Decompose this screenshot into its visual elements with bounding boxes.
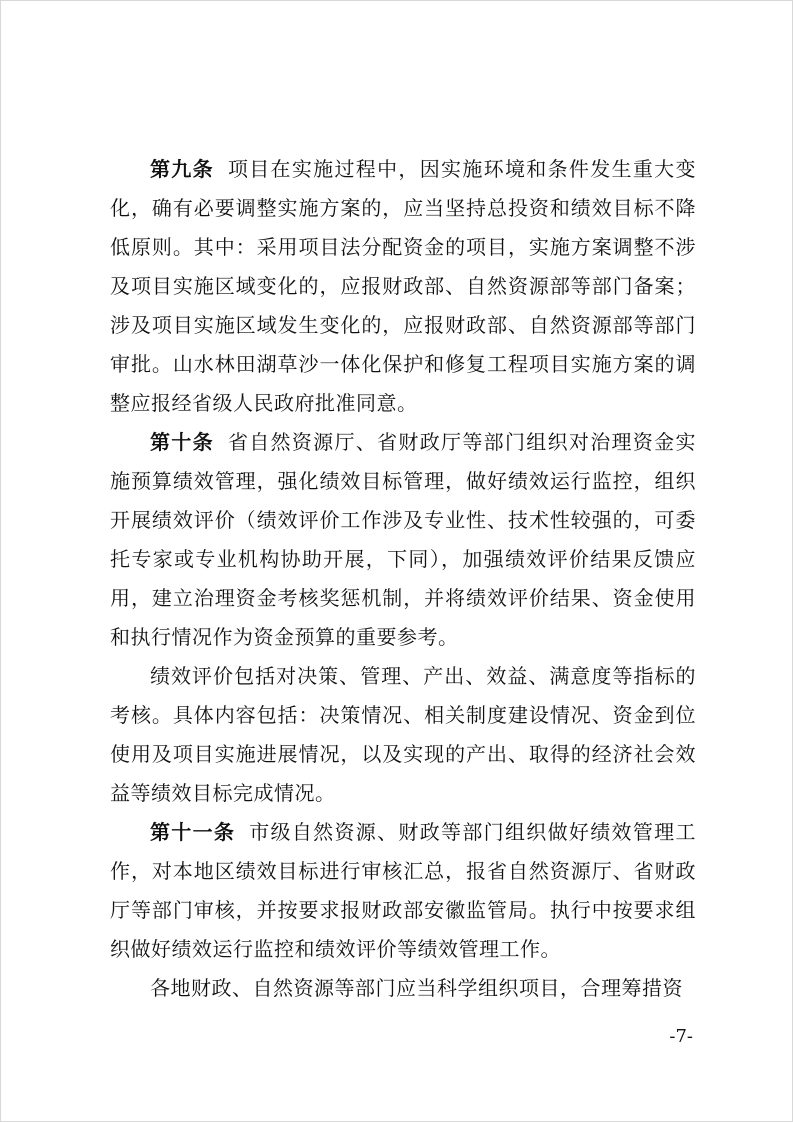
- article-heading: 第九条: [150, 157, 214, 181]
- evaluation-paragraph: [110, 657, 696, 813]
- paragraph-text: 各地财政、自然资源等部门应当科学组织项目，合理筹措资: [150, 976, 683, 1000]
- article-heading: 第十一条: [150, 820, 236, 844]
- document-body: [110, 150, 696, 1008]
- continuation-paragraph: [110, 969, 696, 1008]
- article-9-paragraph: [110, 150, 696, 423]
- paragraph-text: 绩效评价包括对决策、管理、产出、效益、满意度等指标的考核。具体内容包括：决策情况、相关制度建设情况、资金到位使用及项目实施进展情况，以及实现的产出、取得的经济社会效益等绩效目标完成情况。: [110, 664, 696, 805]
- paragraph-text: 市级自然资源、财政等部门组织做好绩效管理工作，对本地区绩效目标进行审核汇总，报省自然资源厅、省财政厅等部门审核，并按要求报财政部安徽监管局。执行中按要求组织做好绩效运行监控和绩效评价等绩效管理工作。: [110, 820, 696, 961]
- article-heading: 第十条: [150, 430, 214, 454]
- paragraph-text: 省自然资源厅、省财政厅等部门组织对治理资金实施预算绩效管理，强化绩效目标管理，做好绩效运行监控，组织开展绩效评价（绩效评价工作涉及专业性、技术性较强的，可委托专家或专业机构协助开展，下同），加强绩效评价结果反馈应用，建立治理资金考核奖惩机制，并将绩效评价结果、资金使用和执行情况作为资金预算的重要参考。: [110, 430, 696, 649]
- article-10-paragraph: [110, 423, 696, 657]
- page-number: -7-: [669, 1026, 693, 1047]
- article-11-paragraph: [110, 813, 696, 969]
- paragraph-text: 项目在实施过程中，因实施环境和条件发生重大变化，确有必要调整实施方案的，应当坚持总投资和绩效目标不降低原则。其中：采用项目法分配资金的项目，实施方案调整不涉及项目实施区域变化的，应报财政部、自然资源部等部门备案；涉及项目实施区域发生变化的，应报财政部、自然资源部等部门审批。山水林田湖草沙一体化保护和修复工程项目实施方案的调整应报经省级人民政府批准同意。: [110, 157, 696, 415]
